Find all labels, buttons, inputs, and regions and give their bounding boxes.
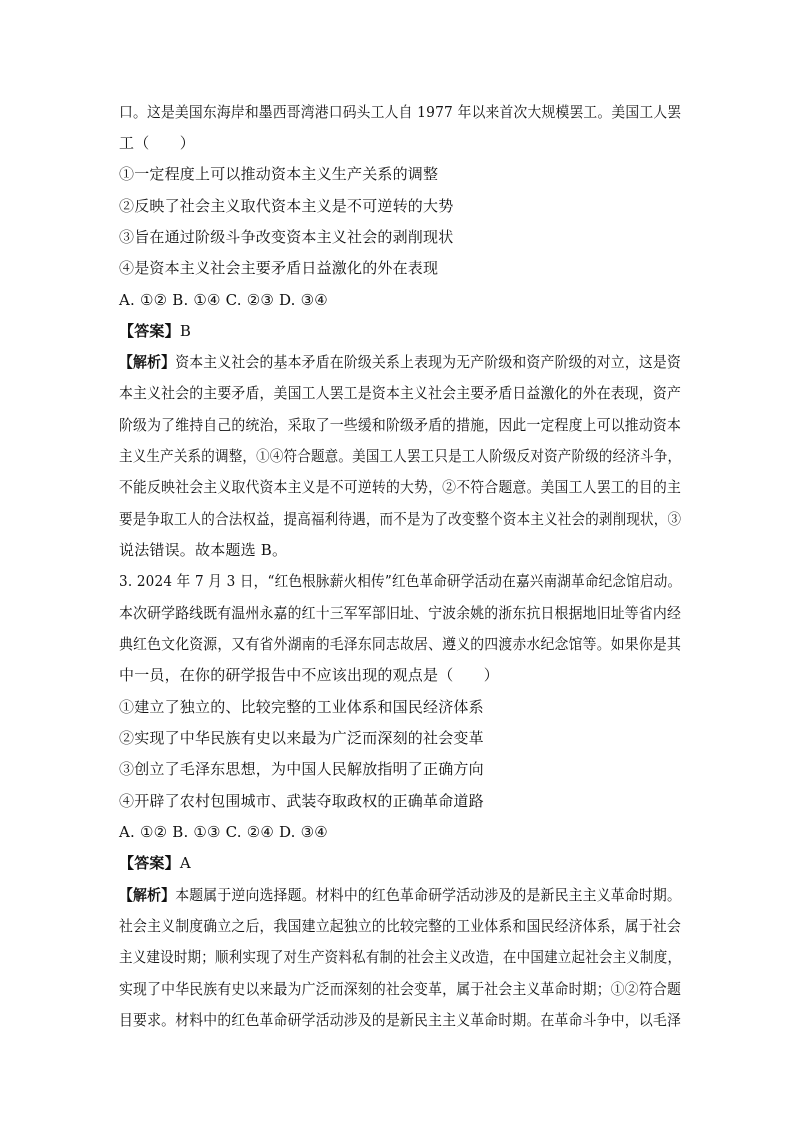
q3-option-1: ①建立了独立的、比较完整的工业体系和国民经济体系 — [119, 698, 484, 716]
q3-analysis-line-5: 目要求。材料中的红色革命研学活动涉及的是新民主主义革命时期。在革命斗争中，以毛泽 — [119, 1011, 682, 1029]
q3-stem-line-1: 3. 2024 年 7 月 3 日，“红色根脉薪火相传”红色革命研学活动在嘉兴南湖革命纪念馆启动。 — [119, 572, 682, 590]
q2-analysis-line-7: 说法错误。故本题选 B。 — [119, 541, 288, 559]
q3-option-4: ④开辟了农村包围城市、武装夺取政权的正确革命道路 — [119, 792, 484, 810]
q3-stem-line-3: 典红色文化资源，又有省外湖南的毛泽东同志故居、遵义的四渡赤水纪念馆等。如果你是其 — [119, 635, 682, 653]
q2-analysis-line-1 — [119, 352, 681, 372]
q3-analysis-line-3: 主义建设时期；顺利实现了对生产资料私有制的社会主义改造，在中国建立起社会主义制度， — [119, 948, 682, 966]
q2-answer — [119, 321, 191, 341]
q2-analysis-line-2: 本主义社会的主要矛盾，美国工人罢工是资本主义社会主要矛盾日益激化的外在表现，资产 — [119, 384, 682, 402]
answer-label: 【答案】 — [119, 322, 180, 340]
answer-value: A — [179, 854, 191, 872]
q2-analysis-line-5: 不能反映社会主义取代资本主义是不可逆转的大势，②不符合题意。美国工人罢工的目的主 — [119, 478, 682, 496]
answer-value: B — [179, 322, 192, 340]
q3-stem-line-4: 中一员，在你的研学报告中不应该出现的观点是（ ） — [119, 666, 500, 684]
q2-option-4: ④是资本主义社会主要矛盾日益激化的外在表现 — [119, 259, 439, 277]
analysis-label: 【解析】 — [119, 353, 176, 371]
q3-stem-line-2: 本次研学路线既有温州永嘉的红十三军军部旧址、宁波余姚的浙东抗日根据地旧址等省内经 — [119, 604, 682, 622]
q2-analysis-line-6: 要是争取工人的合法权益，提高福利待遇，而不是为了改变整个资本主义社会的剥削现状，③ — [119, 510, 682, 528]
q3-option-3: ③创立了毛泽东思想，为中国人民解放指明了正确方向 — [119, 760, 484, 778]
answer-label: 【答案】 — [119, 854, 180, 872]
q2-analysis-line-3: 阶级为了维持自己的统治，采取了一些缓和阶级矛盾的措施，因此一定程度上可以推动资本 — [119, 416, 682, 434]
q2-stem-line-2: 工（ ） — [119, 134, 196, 152]
q2-stem-line-1: 口。这是美国东海岸和墨西哥湾港口码头工人自 1977 年以来首次大规模罢工。美国工人罢 — [119, 103, 682, 121]
q3-choices: A. ①② B. ①③ C. ②④ D. ③④ — [119, 823, 328, 841]
q2-option-3: ③旨在通过阶级斗争改变资本主义社会的剥削现状 — [119, 228, 454, 246]
q3-answer — [119, 853, 191, 873]
q3-analysis-line-1 — [119, 885, 681, 905]
q2-analysis-line-4: 主义生产关系的调整，①④符合题意。美国工人罢工只是工人阶级反对资产阶级的经济斗争， — [119, 447, 682, 465]
q3-analysis-line-4: 实现了中华民族有史以来最为广泛而深刻的社会变革，属于社会主义革命时期；①②符合题 — [119, 980, 682, 998]
q3-option-2: ②实现了中华民族有史以来最为广泛而深刻的社会变革 — [119, 729, 484, 747]
q2-option-1: ①一定程度上可以推动资本主义生产关系的调整 — [119, 165, 439, 183]
q2-option-2: ②反映了社会主义取代资本主义是不可逆转的大势 — [119, 197, 454, 215]
analysis-label: 【解析】 — [119, 886, 176, 904]
q3-analysis-line-2: 社会主义制度确立之后，我国建立起独立的比较完整的工业体系和国民经济体系，属于社会 — [119, 917, 682, 935]
analysis-text: 资本主义社会的基本矛盾在阶级关系上表现为无产阶级和资产阶级的对立，这是资 — [175, 353, 682, 371]
analysis-text: 本题属于逆向选择题。材料中的红色革命研学活动涉及的是新民主主义革命时期。 — [175, 886, 682, 904]
q2-choices: A. ①② B. ①④ C. ②③ D. ③④ — [119, 291, 328, 309]
